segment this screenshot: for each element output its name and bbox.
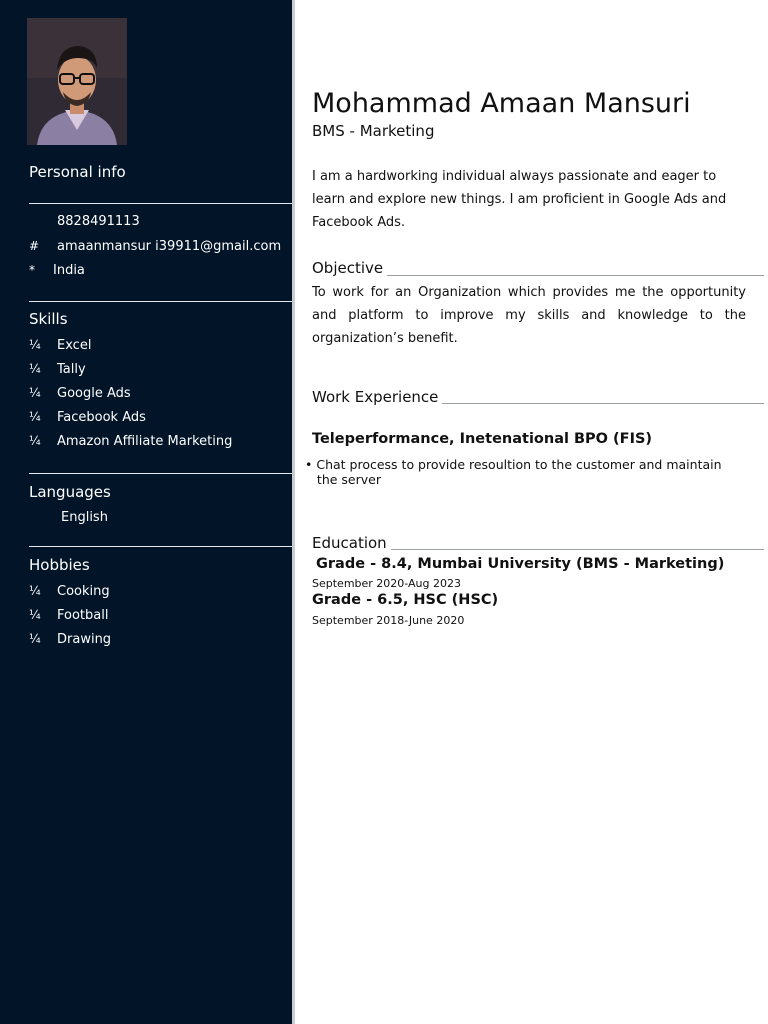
- job-title: Teleperformance, Inetenational BPO (FIS): [312, 431, 653, 447]
- hobby-item: [29, 607, 108, 624]
- skill-label: Facebook Ads: [57, 410, 146, 425]
- skill-label: Tally: [57, 362, 86, 377]
- skill-item: [29, 361, 86, 378]
- skill-item: [29, 385, 131, 402]
- profile-photo: [27, 18, 127, 145]
- bullet-icon: ¼: [29, 632, 41, 646]
- education-date: September 2018-June 2020: [312, 614, 465, 627]
- languages-title: Languages: [29, 483, 111, 501]
- candidate-subtitle: BMS - Marketing: [312, 122, 435, 140]
- email-row: [29, 238, 281, 255]
- bullet-icon: ¼: [29, 434, 41, 448]
- phone-row: [29, 214, 140, 230]
- bullet-icon: ¼: [29, 608, 41, 622]
- section-divider: [382, 275, 764, 276]
- hobby-item: [29, 631, 111, 648]
- education-grade: Grade - 6.5, HSC (HSC): [312, 592, 499, 608]
- education-grade: Grade - 8.4, Mumbai University (BMS - Marketing): [316, 556, 725, 572]
- objective-text: To work for an Organization which provides me the opportunity and platform to improve my skills and knowledge to the organization’s benefit.: [312, 285, 746, 346]
- education-title: Education: [312, 534, 391, 552]
- skill-item: [29, 433, 232, 450]
- skill-label: Amazon Affiliate Marketing: [57, 434, 233, 449]
- divider: [29, 473, 292, 474]
- education-date: September 2020-Aug 2023: [312, 577, 461, 590]
- bullet-icon: ¼: [29, 386, 41, 400]
- personal-info-title: Personal info: [29, 163, 126, 181]
- bullet-icon: ¼: [29, 410, 41, 424]
- job-bullet: • Chat process to provide resoultion to the customer and maintain the server: [305, 457, 722, 487]
- hobby-label: Cooking: [57, 584, 110, 599]
- skill-label: Excel: [57, 338, 92, 353]
- section-divider: [388, 549, 764, 550]
- hobby-label: Drawing: [57, 632, 112, 647]
- skill-label: Google Ads: [57, 386, 131, 401]
- objective-title: Objective: [312, 259, 387, 277]
- bullet-icon: ¼: [29, 584, 41, 598]
- sidebar-edge: [292, 0, 295, 1024]
- section-divider: [439, 403, 764, 404]
- phone-text: 8828491113: [57, 214, 140, 229]
- skills-title: Skills: [29, 310, 68, 328]
- skill-item: [29, 409, 146, 426]
- language-item: English: [61, 510, 108, 525]
- hobby-label: Football: [57, 608, 109, 623]
- summary-text: I am a hardworking individual always passionate and eager to learn and explore new things. I am proficient in Google Ads and Facebook Ads.: [312, 169, 727, 230]
- divider: [29, 546, 292, 547]
- location-row: [29, 262, 85, 279]
- email-icon: #: [29, 239, 40, 253]
- work-experience-title: Work Experience: [312, 388, 442, 406]
- skill-item: [29, 337, 91, 354]
- sidebar: [0, 0, 292, 1024]
- location-icon: *: [29, 263, 35, 277]
- hobbies-title: Hobbies: [29, 556, 90, 574]
- candidate-name: Mohammad Amaan Mansuri: [312, 88, 691, 119]
- email-text: amaanmansur i39911@gmail.com: [57, 239, 282, 254]
- location-text: India: [53, 263, 85, 278]
- bullet-icon: ¼: [29, 362, 41, 376]
- divider: [29, 301, 292, 302]
- divider: [29, 203, 292, 204]
- hobby-item: [29, 583, 110, 600]
- bullet-icon: ¼: [29, 338, 41, 352]
- main-content: [305, 0, 768, 1024]
